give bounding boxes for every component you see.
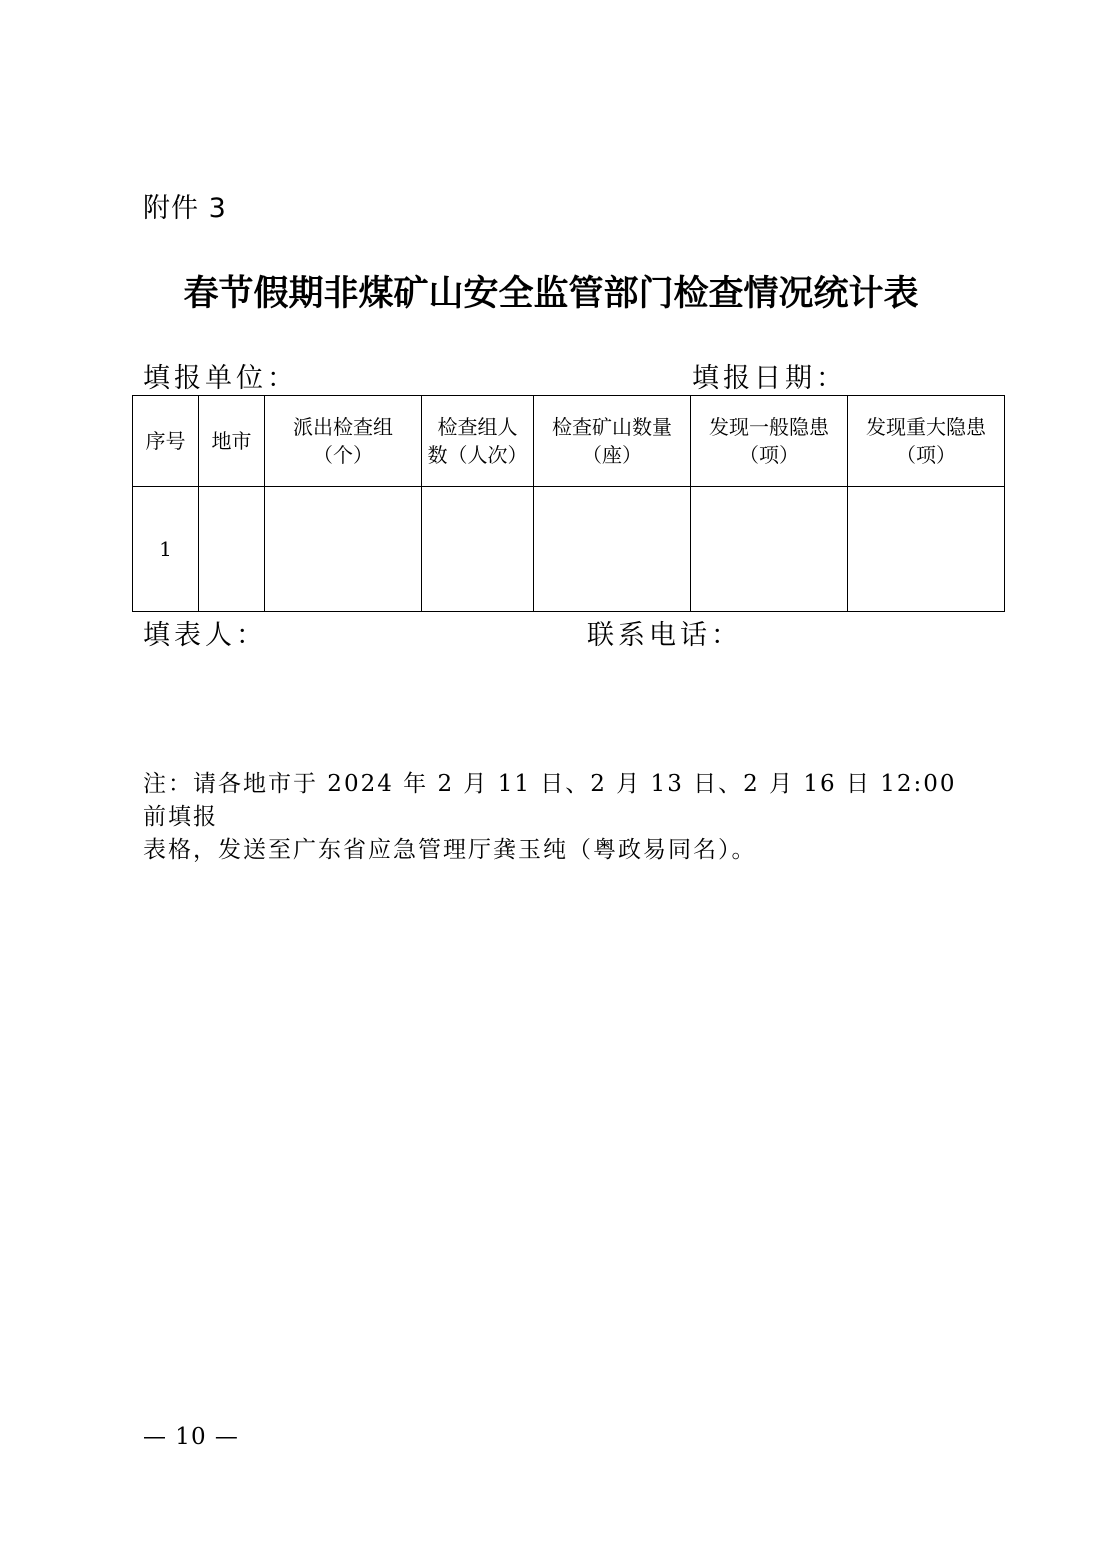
header-inspection-groups: [265, 396, 422, 487]
header-line: 地市: [211, 429, 252, 453]
cell-general-hazards[interactable]: [691, 487, 848, 612]
cell-city[interactable]: [199, 487, 265, 612]
cell-serial-number[interactable]: 1: [133, 487, 199, 612]
header-inspectors: [422, 396, 534, 487]
header-unit: 数（人次）: [427, 443, 528, 467]
contact-phone-label: 联系电话：: [587, 620, 742, 651]
header-line: 发现一般隐患: [709, 415, 829, 439]
table-row: [133, 487, 1005, 612]
header-unit: （个）: [313, 443, 373, 467]
header-unit: （座）: [582, 443, 642, 467]
header-unit: （项）: [896, 443, 956, 467]
header-unit: （项）: [739, 443, 799, 467]
table-header-row: [133, 396, 1005, 487]
reporting-unit-label: 填报单位：: [143, 363, 298, 394]
note: [143, 768, 973, 867]
note-line: 注：请各地市于 2024 年 2 月 11 日、2 月 13 日、2 月 16 日 12:00 前填报: [143, 771, 957, 830]
header-city: [199, 396, 265, 487]
note-line: 表格，发送至广东省应急管理厅龚玉纯（粤政易同名）。: [143, 837, 757, 863]
header-line: 检查组人: [437, 415, 518, 439]
header-major-hazards: [848, 396, 1005, 487]
header-serial-number: [133, 396, 199, 487]
header-line: 派出检查组: [293, 415, 393, 439]
cell-inspectors[interactable]: [422, 487, 534, 612]
reporting-date-label: 填报日期：: [692, 363, 847, 394]
header-line: 序号: [145, 429, 186, 453]
header-mines-inspected: [534, 396, 691, 487]
page-number: — 10 —: [143, 1424, 239, 1450]
attachment-label: 附件 3: [143, 193, 227, 224]
header-general-hazards: [691, 396, 848, 487]
header-line: 发现重大隐患: [866, 415, 986, 439]
cell-inspection-groups[interactable]: [265, 487, 422, 612]
cell-mines-inspected[interactable]: [534, 487, 691, 612]
filler-label: 填表人：: [143, 620, 267, 651]
header-line: 检查矿山数量: [552, 415, 672, 439]
page-title: 春节假期非煤矿山安全监管部门检查情况统计表: [183, 273, 919, 314]
cell-major-hazards[interactable]: [848, 487, 1005, 612]
inspection-stats-table: [132, 395, 1005, 612]
